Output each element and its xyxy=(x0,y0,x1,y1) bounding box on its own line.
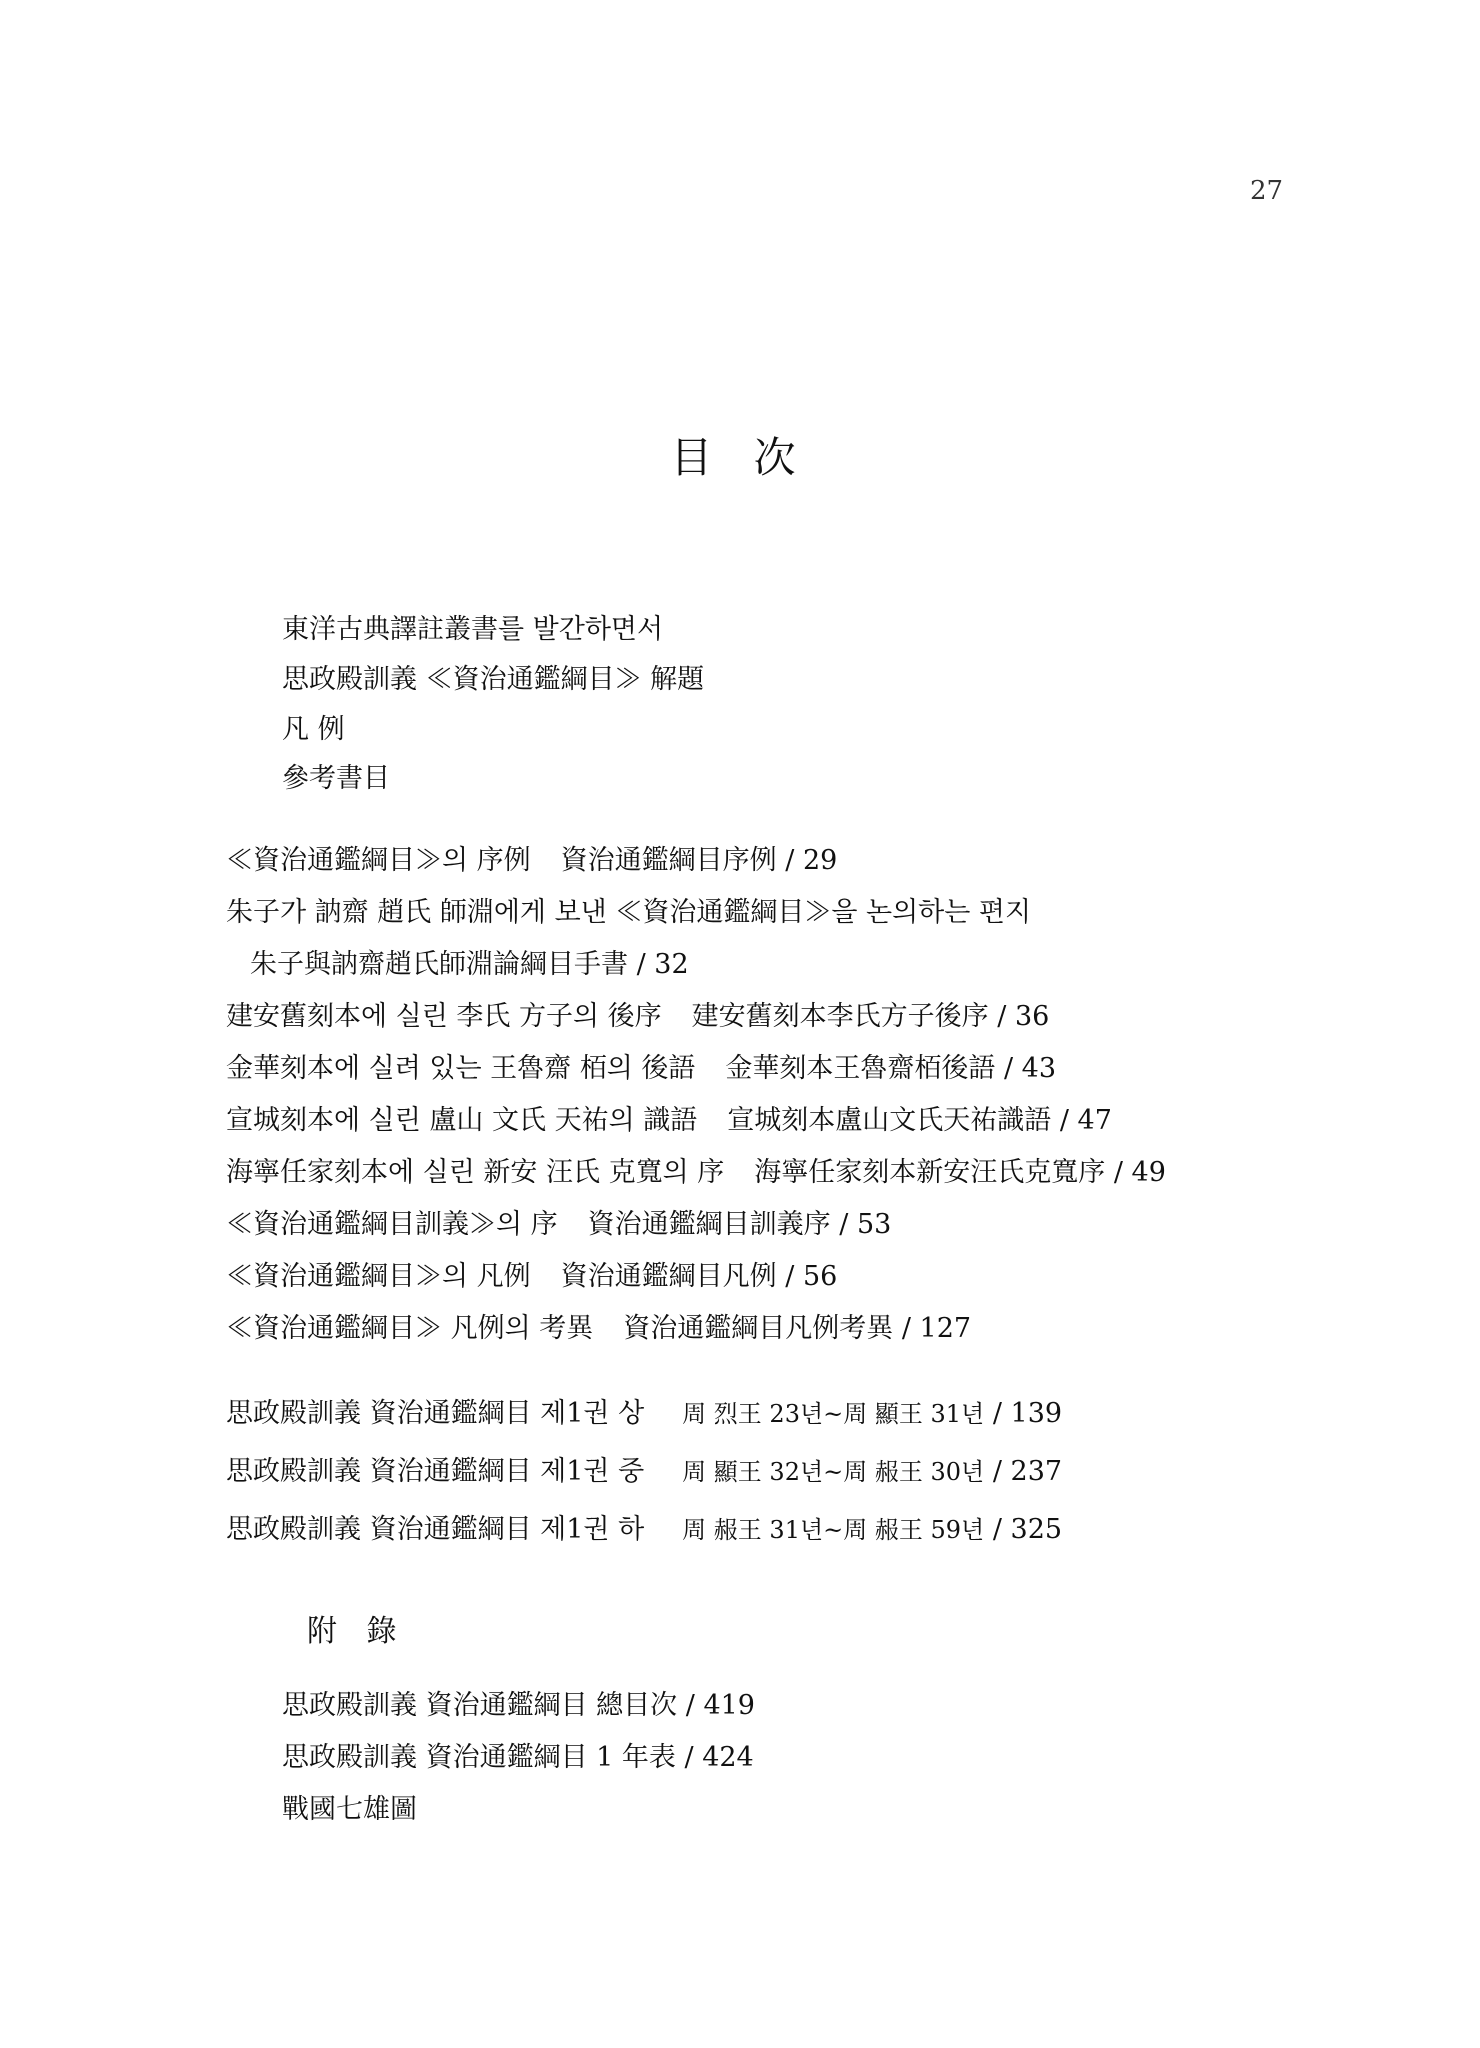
volume-range: 周 赧王 31년~周 赧王 59년 xyxy=(682,1516,985,1544)
toc-entry-hanja: 資治通鑑綱目凡例 xyxy=(560,1261,777,1292)
separator: / xyxy=(995,1053,1022,1084)
toc-entry-page: 47 xyxy=(1077,1105,1112,1136)
toc-entry-korean: ≪資治通鑑綱目訓義≫의 序 xyxy=(226,1209,558,1240)
toc-entry xyxy=(226,1155,1166,1191)
toc-entry-korean: ≪資治通鑑綱目≫의 序例 xyxy=(226,845,531,876)
front-matter-item: 思政殿訓義 ≪資治通鑑綱目≫ 解題 xyxy=(282,664,705,695)
toc-entry-korean: 宣城刻本에 실린 盧山 文氏 天祐의 識語 xyxy=(226,1105,698,1136)
appendix-title: 附 錄 xyxy=(307,1614,407,1649)
toc-entry-page: 43 xyxy=(1021,1053,1057,1084)
toc-entry-korean: ≪資治通鑑綱目≫의 凡例 xyxy=(226,1261,531,1292)
separator: / xyxy=(984,1514,1011,1545)
separator: / xyxy=(893,1313,920,1344)
front-matter-item: 參考書目 xyxy=(282,763,390,794)
volume-page: 325 xyxy=(1010,1514,1063,1545)
toc-entry-page: 56 xyxy=(802,1261,838,1292)
appendix-item-text: 思政殿訓義 資治通鑑綱目 1 年表 xyxy=(282,1742,676,1773)
appendix-item-text: 戰國七雄圖 xyxy=(282,1794,417,1825)
toc-entry-page: 29 xyxy=(802,845,838,876)
separator: / xyxy=(1051,1105,1078,1136)
toc-entry xyxy=(226,1259,837,1295)
toc-entry-hanja: 海寧任家刻本新安汪氏克寬序 xyxy=(754,1157,1106,1188)
appendix-item xyxy=(282,1792,417,1828)
toc-entry-page: 53 xyxy=(856,1209,892,1240)
toc-entry-hanja: 金華刻本王魯齋栢後語 xyxy=(725,1053,996,1084)
separator: / xyxy=(830,1209,857,1240)
front-matter-item: 東洋古典譯註叢書를 발간하면서 xyxy=(282,614,664,645)
separator: / xyxy=(675,1742,703,1773)
volume-entry xyxy=(226,1512,1062,1548)
toc-entry xyxy=(226,999,1049,1035)
toc-entry-page: 127 xyxy=(919,1313,972,1344)
toc-entry xyxy=(226,843,837,879)
volume-entry xyxy=(226,1396,1062,1432)
separator: / xyxy=(776,1261,803,1292)
toc-entry-hanja: 宣城刻本盧山文氏天祐識語 xyxy=(727,1105,1052,1136)
appendix-item xyxy=(282,1688,755,1724)
volume-range: 周 烈王 23년~周 顯王 31년 xyxy=(682,1400,985,1428)
toc-entry-korean: 朱子가 訥齋 趙氏 師淵에게 보낸 ≪資治通鑑綱目≫을 논의하는 편지 xyxy=(226,897,1032,928)
page-number: 27 xyxy=(1250,176,1284,206)
separator: / xyxy=(677,1690,704,1721)
toc-entry-korean: 海寧任家刻本에 실린 新安 汪氏 克寬의 序 xyxy=(226,1157,725,1188)
toc-entry xyxy=(226,895,1031,931)
toc-entry xyxy=(226,1311,971,1347)
volume-title: 思政殿訓義 資治通鑑綱目 제1권 중 xyxy=(226,1456,645,1487)
volume-range: 周 顯王 32년~周 赧王 30년 xyxy=(682,1458,985,1486)
separator: / xyxy=(984,1398,1011,1429)
toc-entry-hanja: 資治通鑑綱目凡例考異 xyxy=(623,1313,894,1344)
toc-entry-korean: 建安舊刻本에 실린 李氏 方子의 後序 xyxy=(226,1001,662,1032)
separator: / xyxy=(1105,1157,1132,1188)
toc-entry-page: 49 xyxy=(1131,1157,1166,1188)
separator: / xyxy=(628,949,655,980)
front-matter-item: 凡 例 xyxy=(282,714,345,745)
volume-title: 思政殿訓義 資治通鑑綱目 제1권 상 xyxy=(226,1398,645,1429)
volume-page: 139 xyxy=(1010,1398,1063,1429)
appendix-item-text: 思政殿訓義 資治通鑑綱目 總目次 xyxy=(282,1690,678,1721)
toc-entry-hanja: 資治通鑑綱目訓義序 xyxy=(587,1209,831,1240)
toc-entry-korean: ≪資治通鑑綱目≫ 凡例의 考異 xyxy=(226,1313,594,1344)
separator: / xyxy=(776,845,803,876)
volume-page: 237 xyxy=(1010,1456,1063,1487)
appendix-item-page: 419 xyxy=(703,1690,755,1721)
toc-entry-page: 32 xyxy=(654,949,689,980)
volume-entry xyxy=(226,1454,1062,1490)
separator: / xyxy=(988,1001,1015,1032)
separator: / xyxy=(984,1456,1011,1487)
page-title: 目 次 xyxy=(670,433,810,482)
toc-entry-korean: 金華刻本에 실려 있는 王魯齋 栢의 後語 xyxy=(226,1053,696,1084)
toc-entry-hanja: 建安舊刻本李氏方子後序 xyxy=(691,1001,989,1032)
toc-entry xyxy=(226,1051,1056,1087)
toc-entry-hanja: 朱子與訥齋趙氏師淵論綱目手書 xyxy=(250,949,628,980)
toc-entry-hanja: 資治通鑑綱目序例 xyxy=(560,845,777,876)
toc-entry xyxy=(226,1207,891,1243)
toc-entry-page: 36 xyxy=(1014,1001,1050,1032)
appendix-item-page: 424 xyxy=(702,1742,754,1773)
volume-title: 思政殿訓義 資治通鑑綱目 제1권 하 xyxy=(226,1514,645,1545)
toc-entry-continuation xyxy=(250,947,689,983)
toc-entry xyxy=(226,1103,1112,1139)
appendix-item xyxy=(282,1740,754,1776)
